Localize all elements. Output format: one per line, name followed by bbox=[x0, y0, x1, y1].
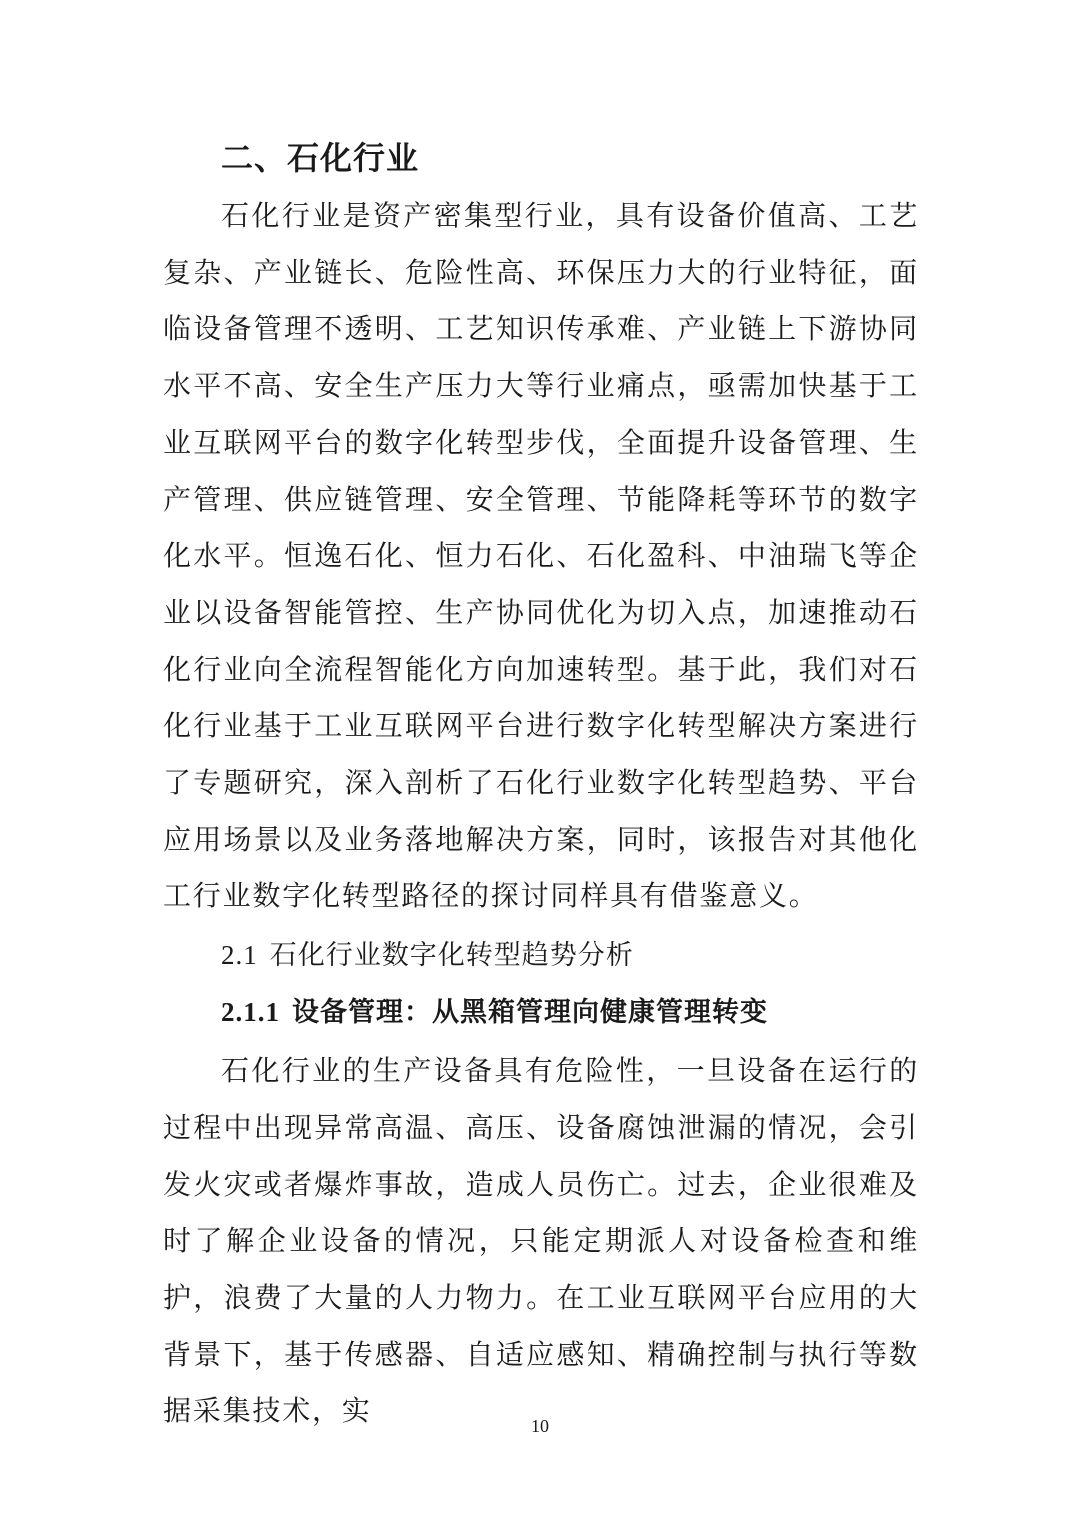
equipment-paragraph: 石化行业的生产设备具有危险性，一旦设备在运行的过程中出现异常高温、高压、设备腐蚀泄漏的情况，会引发火灾或者爆炸事故，造成人员伤亡。过去，企业很难及时了解企业设备的情况，只能定期派人对设备检查和维护，浪费了大量的人力物力。在工业互联网平台应用的大背景下，基于传感器、自适应感知、精确控制与执行等数据采集技术，实 bbox=[163, 1054, 919, 1428]
subsection-number: 2.1 bbox=[221, 940, 258, 971]
subsubsection-number: 2.1.1 bbox=[221, 997, 280, 1028]
subsubsection-heading bbox=[221, 984, 919, 1041]
subsection-heading bbox=[221, 927, 919, 984]
page-content bbox=[163, 132, 919, 1440]
subsection-title: 石化行业数字化转型趋势分析 bbox=[269, 940, 634, 972]
intro-paragraph: 石化行业是资产密集型行业，具有设备价值高、工艺复杂、产业链长、危险性高、环保压力大的行业特征，面临设备管理不透明、工艺知识传承难、产业链上下游协同水平不高、安全生产压力大等行业痛点，亟需加快基于工业互联网平台的数字化转型步伐，全面提升设备管理、生产管理、供应链管理、安全管理、节能降耗等环节的数字化水平。恒逸石化、恒力石化、石化盈科、中油瑞飞等企业以设备智能管控、生产协同优化为切入点，加速推动石化行业向全流程智能化方向加速转型。基于此，我们对石化行业基于工业互联网平台进行数字化转型解决方案进行了专题研究，深入剖析了石化行业数字化转型趋势、平台应用场景以及业务落地解决方案，同时，该报告对其他化工行业数字化转型路径的探讨同样具有借鉴意义。 bbox=[163, 199, 919, 913]
section-title: 二、石化行业 bbox=[221, 139, 420, 177]
subsubsection-title: 设备管理：从黑箱管理向健康管理转变 bbox=[292, 997, 768, 1029]
page-number: 10 bbox=[531, 1416, 549, 1436]
